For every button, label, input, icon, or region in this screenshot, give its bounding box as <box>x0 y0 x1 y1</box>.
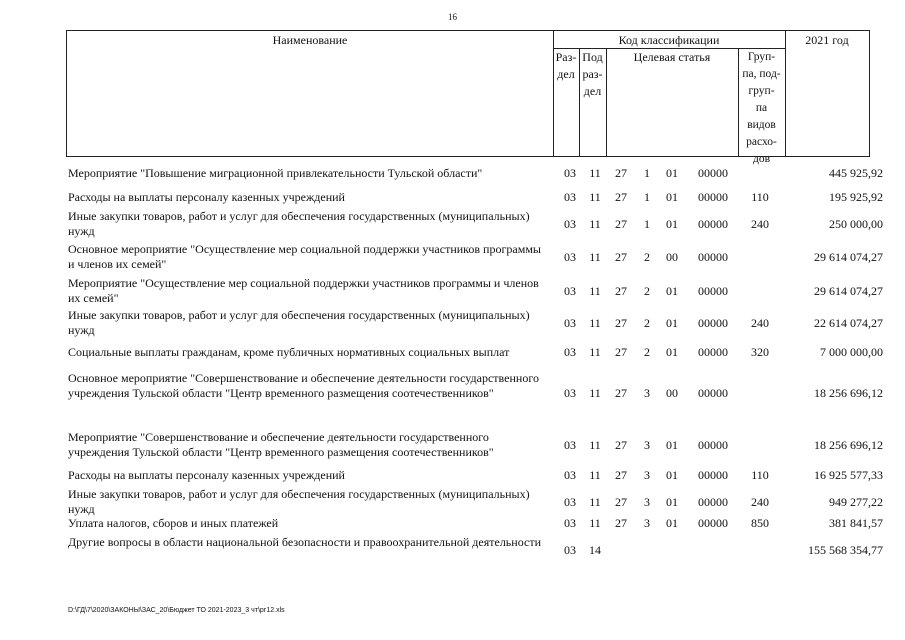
row-code-rz: 03 <box>564 516 576 530</box>
row-code-pr: 11 <box>589 283 601 298</box>
row-amount: 7 000 000,00 <box>820 345 883 359</box>
row-code-pr: 11 <box>589 468 601 482</box>
page-number: 16 <box>448 12 457 22</box>
row-name: Социальные выплаты гражданам, кроме публичных нормативных социальных выплат <box>68 345 510 359</box>
row-amount: 445 925,92 <box>829 166 883 180</box>
header-code: Код классификации <box>618 33 720 47</box>
row-code-c: 01 <box>666 345 678 359</box>
header-razdel: Раз- дел <box>555 50 577 81</box>
row-amount: 22 614 074,27 <box>814 315 883 330</box>
row-code-vr: 240 <box>751 216 769 231</box>
row-code-vr: 110 <box>751 190 769 204</box>
row-code-pr: 11 <box>589 315 601 330</box>
row-amount: 195 925,92 <box>829 190 883 204</box>
row-code-rz: 03 <box>564 283 576 298</box>
row-code-c: 01 <box>666 190 678 204</box>
row-code-rz: 03 <box>564 315 576 330</box>
table-row <box>0 242 905 272</box>
row-code-rz: 03 <box>564 345 576 359</box>
row-code-rz: 03 <box>564 190 576 204</box>
table-row <box>0 487 905 517</box>
row-amount: 18 256 696,12 <box>814 386 883 400</box>
header-year: 2021 год <box>805 33 849 47</box>
table-row <box>0 371 905 416</box>
row-code-d: 00000 <box>698 386 728 400</box>
row-amount: 381 841,57 <box>829 516 883 530</box>
row-code-rz: 03 <box>564 468 576 482</box>
row-name: Мероприятие "Совершенствование и обеспечение деятельности государственного учреждения Тульской области "Центр временного размещения соотечественников" <box>68 430 494 459</box>
row-code-d: 00000 <box>698 516 728 530</box>
row-code-a: 27 <box>615 283 627 298</box>
row-code-b: 3 <box>644 494 650 509</box>
row-code-rz: 03 <box>564 166 576 180</box>
row-amount: 250 000,00 <box>829 216 883 231</box>
row-name: Расходы на выплаты персоналу казенных учреждений <box>68 190 345 204</box>
row-code-d: 00000 <box>698 345 728 359</box>
row-code-d: 00000 <box>698 437 728 452</box>
row-code-c: 01 <box>666 468 678 482</box>
row-amount: 155 568 354,77 <box>808 542 883 557</box>
row-code-a: 27 <box>615 216 627 231</box>
table-row <box>0 468 905 483</box>
row-code-pr: 11 <box>589 386 601 400</box>
row-code-b: 3 <box>644 437 650 452</box>
row-amount: 29 614 074,27 <box>814 283 883 298</box>
row-code-c: 01 <box>666 283 678 298</box>
row-code-d: 00000 <box>698 190 728 204</box>
row-name: Иные закупки товаров, работ и услуг для обеспечения государственных (муниципальных) нужд <box>68 308 530 337</box>
table-header <box>66 30 870 165</box>
table-row <box>0 516 905 531</box>
row-code-c: 01 <box>666 494 678 509</box>
row-code-b: 2 <box>644 249 650 264</box>
header-group: Груп- па, под- груп- па видов расхо- дов <box>742 51 781 165</box>
row-code-b: 3 <box>644 468 650 482</box>
header-podrazdel: Под раз- дел <box>582 50 603 98</box>
row-code-rz: 03 <box>564 542 576 557</box>
row-name: Уплата налогов, сборов и иных платежей <box>68 516 279 530</box>
row-code-pr: 11 <box>589 216 601 231</box>
row-code-vr: 110 <box>751 468 769 482</box>
table-row <box>0 430 905 460</box>
header-target: Целевая статья <box>633 50 711 64</box>
row-code-b: 2 <box>644 283 650 298</box>
row-name: Основное мероприятие "Совершенствование и обеспечение деятельности государственного учреждения Тульской области "Центр временного размещения соотечественников" <box>68 371 539 400</box>
row-code-a: 27 <box>615 386 627 400</box>
row-code-rz: 03 <box>564 216 576 231</box>
row-code-d: 00000 <box>698 468 728 482</box>
row-code-d: 00000 <box>698 216 728 231</box>
row-amount: 29 614 074,27 <box>814 249 883 264</box>
row-code-d: 00000 <box>698 166 728 180</box>
row-amount: 16 925 577,33 <box>814 468 883 482</box>
row-code-pr: 11 <box>589 345 601 359</box>
row-code-b: 3 <box>644 386 650 400</box>
row-code-rz: 03 <box>564 386 576 400</box>
row-code-d: 00000 <box>698 249 728 264</box>
row-code-rz: 03 <box>564 437 576 452</box>
row-code-c: 00 <box>666 249 678 264</box>
row-code-a: 27 <box>615 494 627 509</box>
row-code-c: 01 <box>666 216 678 231</box>
row-name: Расходы на выплаты персоналу казенных учреждений <box>68 468 345 482</box>
row-code-b: 3 <box>644 516 650 530</box>
row-code-vr: 240 <box>751 494 769 509</box>
row-code-d: 00000 <box>698 494 728 509</box>
row-code-a: 27 <box>615 315 627 330</box>
row-code-c: 01 <box>666 437 678 452</box>
row-code-d: 00000 <box>698 283 728 298</box>
row-code-c: 00 <box>666 386 678 400</box>
table-row <box>0 345 905 360</box>
row-code-pr: 11 <box>589 437 601 452</box>
row-code-b: 1 <box>644 166 650 180</box>
row-code-c: 01 <box>666 166 678 180</box>
row-name: Основное мероприятие "Осуществление мер социальной поддержки участников программы и членов их семей" <box>68 242 541 271</box>
row-name: Мероприятие "Повышение миграционной привлекательности Тульской области" <box>68 166 483 180</box>
row-code-b: 2 <box>644 315 650 330</box>
row-code-vr: 320 <box>751 345 769 359</box>
row-code-vr: 240 <box>751 315 769 330</box>
row-code-pr: 11 <box>589 249 601 264</box>
row-name: Другие вопросы в области национальной безопасности и правоохранительной деятельности <box>68 535 541 549</box>
row-code-c: 01 <box>666 516 678 530</box>
row-code-b: 1 <box>644 216 650 231</box>
row-name: Мероприятие "Осуществление мер социальной поддержки участников программы и членов их семей" <box>68 276 539 305</box>
row-code-pr: 11 <box>589 190 601 204</box>
row-code-a: 27 <box>615 516 627 530</box>
row-code-a: 27 <box>615 345 627 359</box>
table-row <box>0 209 905 239</box>
row-code-pr: 14 <box>589 542 601 557</box>
file-path-footer: D:\ГД\7\2020\ЗАКОНЫ\ЗАС_20\Бюджет ТО 2021-2023_3 чт\рг12.xls <box>68 607 285 614</box>
row-code-a: 27 <box>615 166 627 180</box>
row-code-rz: 03 <box>564 494 576 509</box>
header-name: Наименование <box>272 33 348 47</box>
row-name: Иные закупки товаров, работ и услуг для обеспечения государственных (муниципальных) нужд <box>68 209 530 238</box>
row-code-pr: 11 <box>589 166 601 180</box>
row-code-pr: 11 <box>589 494 601 509</box>
row-code-a: 27 <box>615 190 627 204</box>
row-amount: 949 277,22 <box>829 494 883 509</box>
row-code-b: 1 <box>644 190 650 204</box>
row-code-c: 01 <box>666 315 678 330</box>
table-row <box>0 166 905 181</box>
row-name: Иные закупки товаров, работ и услуг для обеспечения государственных (муниципальных) нужд <box>68 487 530 516</box>
row-amount: 18 256 696,12 <box>814 437 883 452</box>
table-row <box>0 535 905 565</box>
row-code-rz: 03 <box>564 249 576 264</box>
row-code-vr: 850 <box>751 516 769 530</box>
row-code-a: 27 <box>615 468 627 482</box>
table-row <box>0 276 905 306</box>
table-row <box>0 190 905 205</box>
row-code-d: 00000 <box>698 315 728 330</box>
row-code-a: 27 <box>615 437 627 452</box>
row-code-pr: 11 <box>589 516 601 530</box>
row-code-a: 27 <box>615 249 627 264</box>
table-row <box>0 308 905 338</box>
row-code-b: 2 <box>644 345 650 359</box>
